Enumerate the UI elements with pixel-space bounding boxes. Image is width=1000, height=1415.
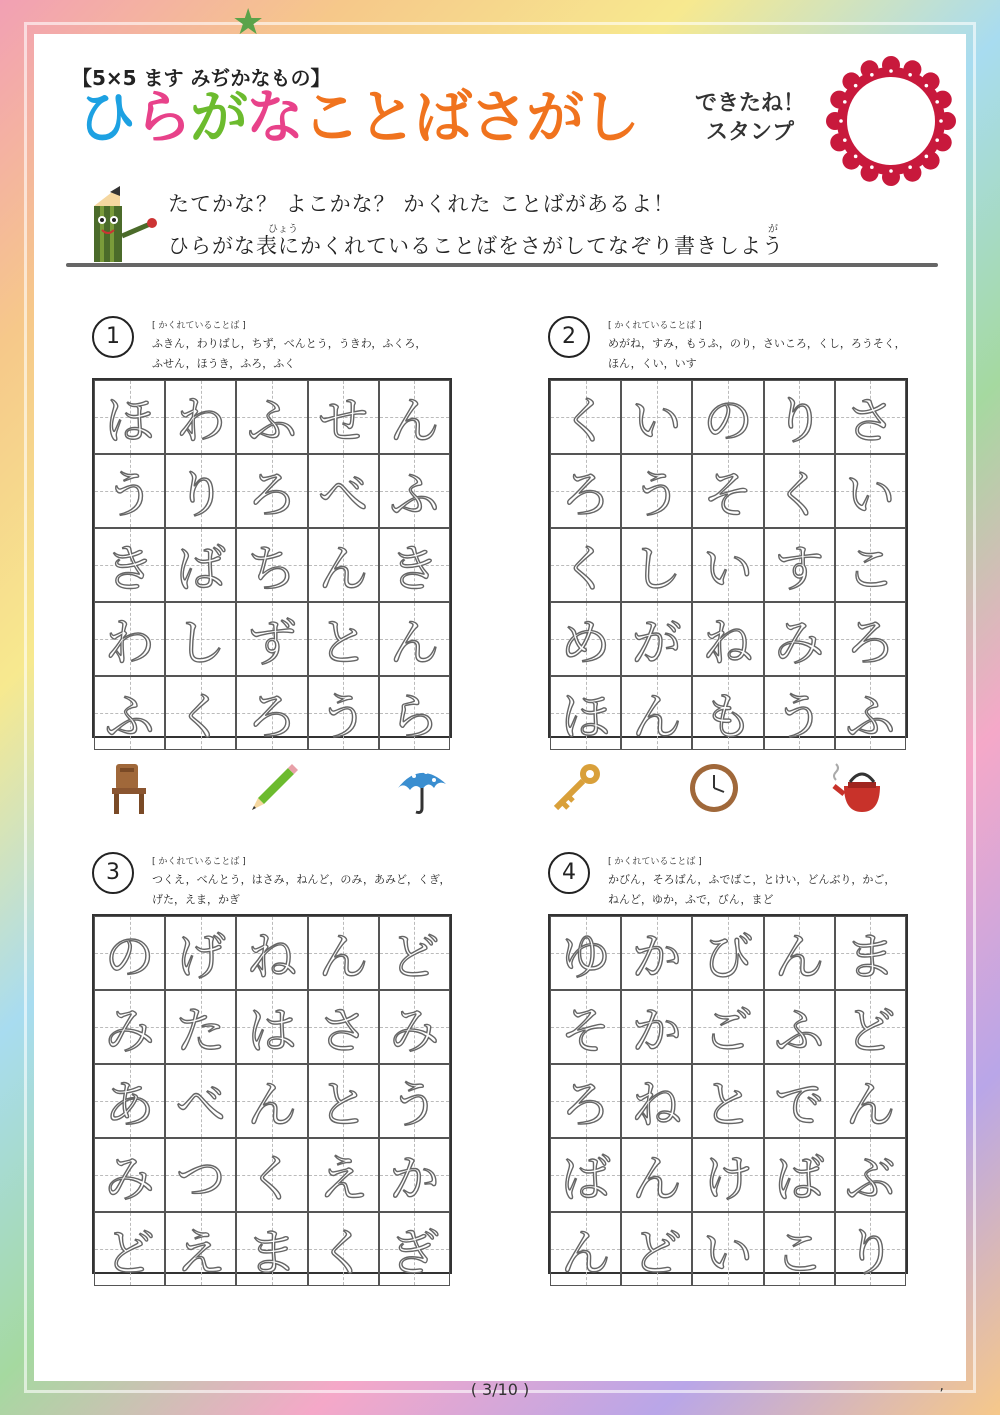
grid-cell[interactable] (550, 916, 621, 990)
puzzle-number: 3 (92, 852, 134, 894)
hidden-words-list (152, 334, 452, 374)
grid-cell[interactable] (692, 1064, 763, 1138)
title-char: ひ (78, 83, 135, 151)
grid-cell[interactable] (165, 454, 236, 528)
hiragana-grid[interactable] (92, 914, 452, 1282)
trace-character: ち (246, 540, 297, 598)
grid-cell[interactable] (94, 990, 165, 1064)
grid-cell[interactable] (236, 528, 307, 602)
trace-character: う (389, 1076, 440, 1134)
trace-character: う (631, 466, 682, 524)
grid-cell[interactable] (621, 528, 692, 602)
trace-character: し (631, 540, 682, 598)
grid-cell[interactable] (236, 1064, 307, 1138)
grid-cell[interactable] (621, 454, 692, 528)
grid-cell[interactable] (308, 454, 379, 528)
trace-character: ふ (246, 392, 297, 450)
trace-character: で (774, 1076, 825, 1134)
grid-cell[interactable] (236, 1138, 307, 1212)
grid-cell[interactable] (621, 1138, 692, 1212)
star-icon: ★ (232, 2, 265, 43)
trace-character: の (702, 392, 753, 450)
grid-cell[interactable] (379, 1064, 450, 1138)
trace-character: ろ (246, 466, 297, 524)
puzzle-3 (92, 852, 457, 1282)
grid-cell[interactable] (94, 1064, 165, 1138)
trace-character: ろ (246, 688, 297, 746)
trace-character: ん (389, 392, 440, 450)
grid-cell[interactable] (692, 380, 763, 454)
grid-cell[interactable] (379, 528, 450, 602)
stamp-label (690, 90, 810, 147)
grid-cell[interactable] (236, 380, 307, 454)
trace-character: ろ (560, 466, 611, 524)
puzzle-4 (548, 852, 913, 1282)
grid-cell[interactable] (379, 916, 450, 990)
trace-character: ん (318, 540, 369, 598)
trace-character: ば (774, 1150, 825, 1208)
trace-character: ん (631, 1150, 682, 1208)
grid-cell[interactable] (308, 676, 379, 750)
trace-character: み (774, 614, 825, 672)
trace-character: す (774, 540, 825, 598)
trace-character: ま (845, 928, 896, 986)
grid-cell[interactable] (692, 916, 763, 990)
trace-character: き (104, 540, 155, 598)
pencil-mascot-icon (80, 186, 158, 268)
grid-cell[interactable] (550, 528, 621, 602)
trace-character: み (104, 1002, 155, 1060)
trace-character: ん (631, 688, 682, 746)
page-title (78, 83, 639, 151)
key-icon (546, 758, 606, 818)
hidden-words-header: [ かくれていることば ] (608, 857, 702, 867)
trace-character: と (318, 614, 369, 672)
instruction-line1: たてかな？ よこかな？ かくれた ことばがあるよ！ (168, 192, 676, 216)
grid-cell[interactable] (692, 676, 763, 750)
grid-cell[interactable] (835, 454, 906, 528)
trace-character: ふ (389, 466, 440, 524)
umbrella-icon (392, 758, 452, 818)
words-line2: ふせん，ほうき，ふろ，ふく (152, 357, 296, 370)
instruction-line2: ひらがな表にかくれていることばをさがしてなぞり書きしよう (168, 234, 784, 258)
trace-character: い (631, 392, 682, 450)
trace-character: ど (845, 1002, 896, 1060)
chair-icon (100, 758, 160, 818)
trace-character: く (175, 688, 226, 746)
grid-cell[interactable] (550, 676, 621, 750)
grid-cell[interactable] (621, 676, 692, 750)
trace-character: わ (104, 614, 155, 672)
grid-cell[interactable] (308, 528, 379, 602)
trace-character: ゆ (560, 928, 611, 986)
hidden-words-header: [ かくれていることば ] (152, 857, 246, 867)
title-char: ら (134, 83, 191, 151)
words-line2: ねんど，ゆか，ふで，びん，まど (608, 893, 774, 906)
trace-character: べ (175, 1076, 226, 1134)
title-part1 (78, 83, 302, 151)
grid-cell[interactable] (379, 990, 450, 1064)
trace-character: べ (318, 466, 369, 524)
trace-character: り (774, 392, 825, 450)
grid-cell[interactable] (308, 1138, 379, 1212)
grid-cell[interactable] (550, 1138, 621, 1212)
puzzle-1 (92, 316, 457, 746)
hidden-words-list (152, 870, 452, 910)
stamp-label-line1: できたね！ (694, 91, 805, 116)
grid-cell[interactable] (764, 602, 835, 676)
trace-character: ね (246, 928, 297, 986)
trace-character: そ (702, 466, 753, 524)
grid-cell[interactable] (692, 528, 763, 602)
grid-cell[interactable] (621, 916, 692, 990)
trace-character: く (560, 540, 611, 598)
grid-cell[interactable] (165, 990, 236, 1064)
words-line2: ほん，くい，いす (608, 357, 697, 370)
trace-character: ろ (845, 614, 896, 672)
trace-character: ん (389, 614, 440, 672)
grid-cell[interactable] (165, 1212, 236, 1286)
grid-cell[interactable] (835, 380, 906, 454)
grid-cell[interactable] (835, 990, 906, 1064)
trace-character: ふ (845, 688, 896, 746)
grid-cell[interactable] (379, 676, 450, 750)
grid-cell[interactable] (236, 676, 307, 750)
trace-character: う (318, 688, 369, 746)
grid-cell[interactable] (550, 1212, 621, 1286)
trace-character: ろ (560, 1076, 611, 1134)
pencil-icon (244, 758, 304, 818)
trace-character: こ (774, 1224, 825, 1282)
trace-character: び (702, 928, 753, 986)
trace-character: ん (845, 1076, 896, 1134)
trace-character: ね (631, 1076, 682, 1134)
clock-icon (684, 758, 744, 818)
title-part2: ことばさがし (302, 83, 639, 151)
grid-cell[interactable] (764, 1064, 835, 1138)
trace-character: こ (845, 540, 896, 598)
hidden-words-list (608, 334, 908, 374)
grid-cell[interactable] (835, 1138, 906, 1212)
trace-character: く (246, 1150, 297, 1208)
hidden-words-header: [ かくれていることば ] (608, 321, 702, 331)
grid-cell[interactable] (236, 916, 307, 990)
trace-character: そ (560, 1002, 611, 1060)
trace-character: く (318, 1224, 369, 1282)
grid-cell[interactable] (764, 1212, 835, 1286)
trace-character: さ (318, 1002, 369, 1060)
grid-cell[interactable] (692, 990, 763, 1064)
trace-character: さ (845, 392, 896, 450)
stamp-label-line2: スタンプ (705, 119, 794, 145)
grid-cell[interactable] (621, 990, 692, 1064)
trace-character: い (702, 540, 753, 598)
trace-character: り (175, 466, 226, 524)
grid-cell[interactable] (308, 916, 379, 990)
trace-character: と (702, 1076, 753, 1134)
title-char: な (246, 83, 303, 151)
grid-cell[interactable] (308, 602, 379, 676)
grid-cell[interactable] (621, 1064, 692, 1138)
trace-character: ほ (104, 392, 155, 450)
trace-character: え (318, 1150, 369, 1208)
trace-character: ら (389, 688, 440, 746)
words-line1: めがね，すみ，もうふ，のり，さいころ，くし，ろうそく， (608, 337, 906, 350)
words-line1: ふきん，わりばし，ちず，べんとう，うきわ，ふくろ， (152, 337, 427, 350)
grid-cell[interactable] (692, 602, 763, 676)
trace-character: ん (560, 1224, 611, 1282)
grid-cell[interactable] (94, 916, 165, 990)
subtitle: 【5×5 ます みぢかなもの】 (72, 66, 331, 90)
grid-cell[interactable] (692, 1212, 763, 1286)
grid-cell[interactable] (94, 380, 165, 454)
title-char: が (190, 83, 247, 151)
grid-cell[interactable] (165, 380, 236, 454)
grid-cell[interactable] (379, 1138, 450, 1212)
words-line1: かびん，そろばん，ふでばこ，とけい，どんぶり，かご， (608, 873, 896, 886)
grid-cell[interactable] (835, 602, 906, 676)
grid-cell[interactable] (550, 602, 621, 676)
trace-character: ど (104, 1224, 155, 1282)
trace-character: き (389, 540, 440, 598)
grid-cell[interactable] (550, 1064, 621, 1138)
grid-cell[interactable] (692, 454, 763, 528)
trace-character: ふ (104, 688, 155, 746)
grid-cell[interactable] (165, 676, 236, 750)
puzzle-number: 1 (92, 316, 134, 358)
grid-cell[interactable] (550, 454, 621, 528)
hiragana-grid[interactable] (548, 378, 908, 746)
puzzle-number: 4 (548, 852, 590, 894)
grid-cell[interactable] (550, 380, 621, 454)
words-line1: つくえ，べんとう，はさみ，ねんど，のみ，あみど，くぎ， (152, 873, 451, 886)
grid-cell[interactable] (621, 1212, 692, 1286)
trace-character: く (774, 466, 825, 524)
trace-character: つ (175, 1150, 226, 1208)
trace-character: は (246, 1002, 297, 1060)
grid-cell[interactable] (165, 528, 236, 602)
hidden-words-list (608, 870, 908, 910)
grid-cell[interactable] (165, 1064, 236, 1138)
grid-cell[interactable] (94, 528, 165, 602)
grid-cell[interactable] (308, 990, 379, 1064)
grid-cell[interactable] (94, 1212, 165, 1286)
grid-cell[interactable] (764, 990, 835, 1064)
trace-character: ば (560, 1150, 611, 1208)
trace-character: ず (246, 614, 297, 672)
grid-cell[interactable] (236, 602, 307, 676)
stamp-circle-icon (826, 56, 956, 186)
trace-character: が (631, 614, 682, 672)
trace-character: け (702, 1150, 753, 1208)
grid-cell[interactable] (165, 1138, 236, 1212)
grid-cell[interactable] (236, 990, 307, 1064)
grid-cell[interactable] (94, 454, 165, 528)
trace-character: ん (246, 1076, 297, 1134)
trace-character: あ (104, 1076, 155, 1134)
hiragana-grid[interactable] (548, 914, 908, 1282)
grid-cell[interactable] (835, 1064, 906, 1138)
grid-cell[interactable] (94, 602, 165, 676)
trace-character: ふ (774, 1002, 825, 1060)
trace-character: ど (631, 1224, 682, 1282)
grid-cell[interactable] (764, 1138, 835, 1212)
trace-character: う (104, 466, 155, 524)
grid-cell[interactable] (379, 380, 450, 454)
grid-cell[interactable] (835, 916, 906, 990)
trace-character: め (560, 614, 611, 672)
grid-cell[interactable] (236, 1212, 307, 1286)
ruby-ga: が (768, 224, 778, 235)
grid-cell[interactable] (165, 916, 236, 990)
grid-cell[interactable] (621, 380, 692, 454)
page-mark: , (939, 1378, 944, 1394)
grid-cell[interactable] (379, 1212, 450, 1286)
grid-cell[interactable] (94, 1138, 165, 1212)
trace-character: か (631, 928, 682, 986)
ruby-hyou: ひょう (268, 224, 298, 235)
divider (66, 263, 938, 267)
trace-character: せ (318, 392, 369, 450)
grid-cell[interactable] (764, 380, 835, 454)
grid-cell[interactable] (764, 676, 835, 750)
trace-character: わ (175, 392, 226, 450)
trace-character: ど (389, 928, 440, 986)
words-line2: げた，えま，かぎ (152, 893, 240, 906)
trace-character: ほ (560, 688, 611, 746)
puzzle-number: 2 (548, 316, 590, 358)
grid-cell[interactable] (236, 454, 307, 528)
grid-cell[interactable] (764, 528, 835, 602)
trace-character: ご (702, 1002, 753, 1060)
grid-cell[interactable] (764, 454, 835, 528)
hidden-words-header: [ かくれていることば ] (152, 321, 246, 331)
trace-character: げ (175, 928, 226, 986)
page-number: ( 3/10 ) (470, 1380, 530, 1399)
trace-character: ま (246, 1224, 297, 1282)
grid-cell[interactable] (94, 676, 165, 750)
trace-character: ぶ (845, 1150, 896, 1208)
trace-character: と (318, 1076, 369, 1134)
hiragana-grid[interactable] (92, 378, 452, 746)
trace-character: い (845, 466, 896, 524)
grid-cell[interactable] (165, 602, 236, 676)
grid-cell[interactable] (308, 1212, 379, 1286)
trace-character: み (104, 1150, 155, 1208)
trace-character: か (631, 1002, 682, 1060)
trace-character: え (175, 1224, 226, 1282)
grid-cell[interactable] (550, 990, 621, 1064)
puzzle-2 (548, 316, 913, 746)
trace-character: り (845, 1224, 896, 1282)
grid-cell[interactable] (379, 454, 450, 528)
trace-character: ん (318, 928, 369, 986)
trace-character: ぎ (389, 1224, 440, 1282)
trace-character: ね (702, 614, 753, 672)
grid-cell[interactable] (308, 380, 379, 454)
trace-character: み (389, 1002, 440, 1060)
trace-character: う (774, 688, 825, 746)
kettle-icon (830, 758, 890, 818)
trace-character: の (104, 928, 155, 986)
grid-cell[interactable] (764, 916, 835, 990)
grid-cell[interactable] (379, 602, 450, 676)
trace-character: ん (774, 928, 825, 986)
grid-cell[interactable] (621, 602, 692, 676)
trace-character: も (702, 688, 753, 746)
grid-cell[interactable] (835, 676, 906, 750)
trace-character: ば (175, 540, 226, 598)
grid-cell[interactable] (835, 1212, 906, 1286)
trace-character: か (389, 1150, 440, 1208)
trace-character: く (560, 392, 611, 450)
trace-character: し (175, 614, 226, 672)
trace-character: い (702, 1224, 753, 1282)
trace-character: た (175, 1002, 226, 1060)
grid-cell[interactable] (692, 1138, 763, 1212)
grid-cell[interactable] (835, 528, 906, 602)
grid-cell[interactable] (308, 1064, 379, 1138)
